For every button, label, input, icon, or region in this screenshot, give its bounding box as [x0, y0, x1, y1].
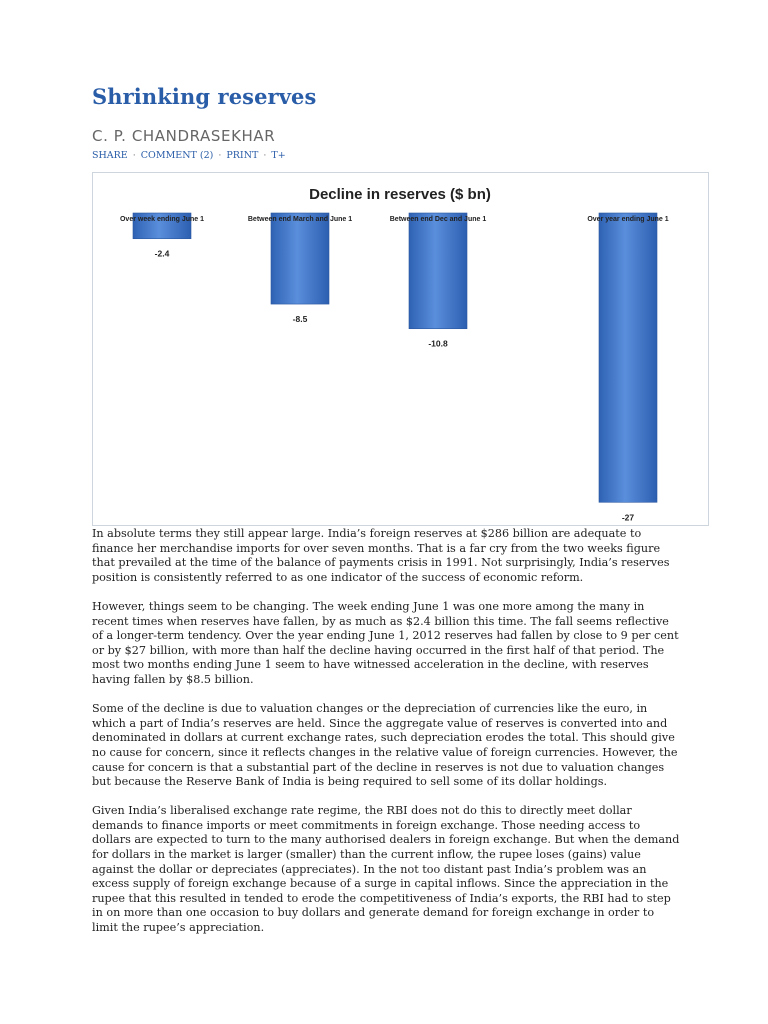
- article-body: [92, 527, 682, 950]
- chart-frame: [92, 172, 709, 526]
- bars-layer: [120, 213, 669, 522]
- body-paragraph: However, things seem to be changing. The week ending June 1 was one more among the many in recent times when reserves have fallen, by as much as $2.4 billion this time. The fall seems reflective of a longer-term tendency. Over the year ending June 1, 2012 reserves had fallen by close to 9 per cent or by $27 billion, with more than half the decline having occurred in the first half of that period. The most two months ending June 1 seem to have witnessed acceleration in the decline, with reserves having fallen by $8.5 billion.: [92, 599, 679, 686]
- separator-dot: ·: [218, 150, 222, 161]
- article-actions-bar: [92, 150, 286, 161]
- category-label-2: Between end March and June 1: [247, 216, 353, 223]
- category-label-3: Between end Dec and June 1: [389, 216, 487, 223]
- chart-title: Decline in reserves ($ bn): [309, 186, 491, 203]
- body-paragraph: Some of the decline is due to valuation changes or the depreciation of currencies like the euro, in which a part of India’s reserves are held. Since the aggregate value of reserves is converted into and denominated in dollars at current exchange rates, such depreciation erodes the total. This should give no cause for concern, since it reflects changes in the relative value of foreign currencies. However, the cause for concern is that a substantial part of the decline in reserves is not due to valuation changes but because the Reserve Bank of India is being required to sell some of its dollar holdings.: [92, 702, 678, 789]
- value-label-1: -2.4: [154, 248, 170, 259]
- bar-4: [599, 213, 657, 502]
- value-label-2: -8.5: [292, 314, 308, 325]
- decline-in-reserves-chart: [93, 173, 708, 525]
- category-label-1: Over week ending June 1: [119, 216, 205, 223]
- value-label-3: -10.8: [428, 338, 448, 349]
- separator-dot: ·: [263, 150, 267, 161]
- text-size-link[interactable]: T+: [271, 150, 286, 161]
- article-title: Shrinking reserves: [92, 84, 317, 109]
- value-label-4: -27: [621, 512, 635, 523]
- author-byline[interactable]: C. P. CHANDRASEKHAR: [92, 127, 276, 145]
- share-link[interactable]: SHARE: [92, 150, 128, 161]
- bar-2: [271, 213, 329, 304]
- body-paragraph: In absolute terms they still appear large. India’s foreign reserves at $286 billion are adequate to finance her merchandise imports for over seven months. That is a far cry from the two weeks figure that prevailed at the time of the balance of payments crisis in 1991. Not surprisingly, India’s reserves position is consistently referred to as one indicator of the success of economic reform.: [92, 527, 670, 584]
- bar-3: [409, 213, 467, 329]
- comment-link[interactable]: COMMENT (2): [140, 150, 214, 161]
- separator-dot: ·: [132, 150, 136, 161]
- category-label-4: Over year ending June 1: [587, 216, 669, 223]
- body-paragraph: Given India’s liberalised exchange rate regime, the RBI does not do this to directly meet dollar demands to finance imports or meet commitments in foreign exchange. Those needing access to dollars are expected to turn to the many authorised dealers in foreign exchange. But when the demand for dollars in the market is larger (smaller) than the current inflow, the rupee loses (gains) value against the dollar or depreciates (appreciates). In the not too distant past India’s problem was an excess supply of foreign exchange because of a surge in capital inflows. Since the appreciation in the rupee that this resulted in tended to erode the competitiveness of India’s exports, the RBI had to step in on more than one occasion to buy dollars and generate demand for foreign exchange in order to limit the rupee’s appreciation.: [92, 804, 680, 935]
- print-link[interactable]: PRINT: [226, 150, 259, 161]
